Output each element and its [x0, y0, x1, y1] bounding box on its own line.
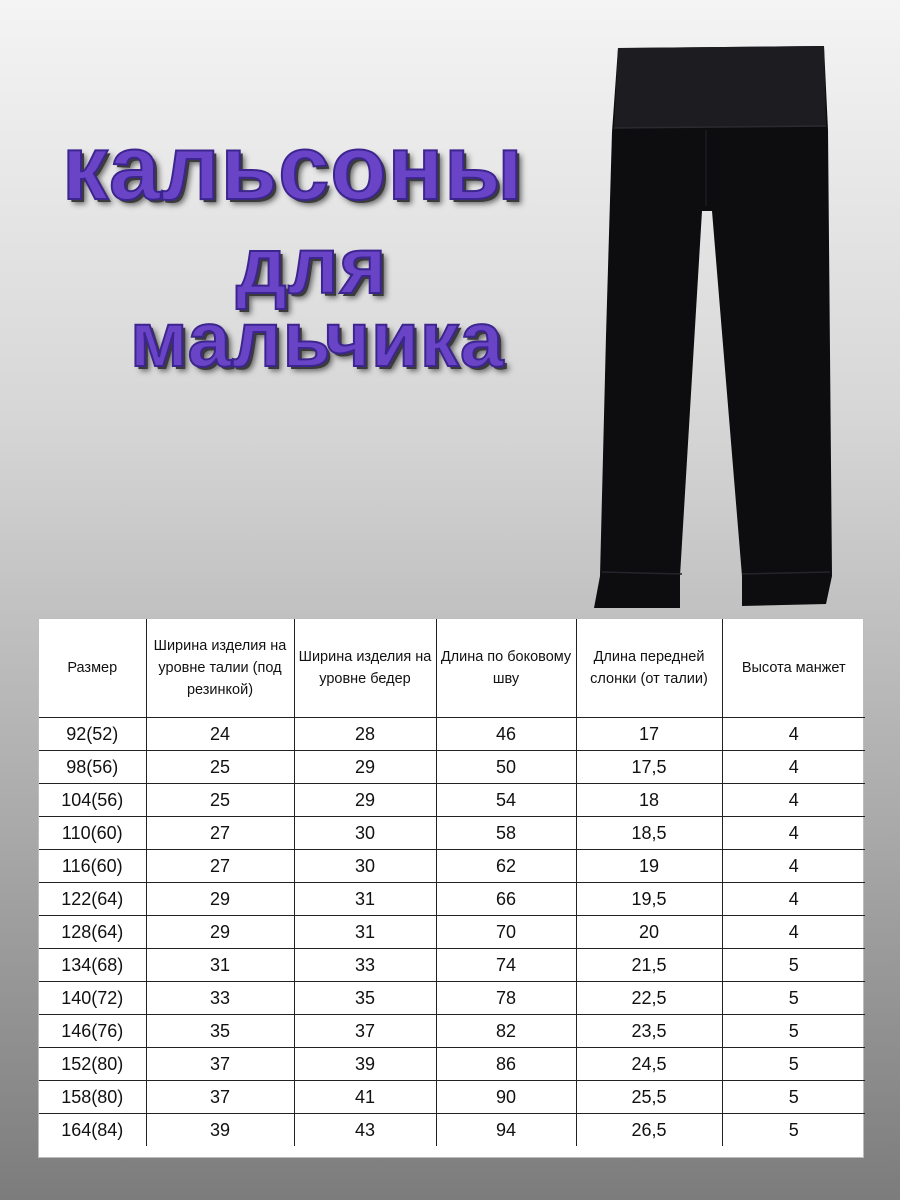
measurement-cell: 62 [436, 850, 576, 883]
measurement-cell: 4 [722, 817, 865, 850]
measurement-cell: 37 [146, 1081, 294, 1114]
pants-body [594, 46, 832, 608]
table-row [39, 850, 865, 883]
measurement-cell: 18 [576, 784, 722, 817]
header-hip-width: Ширина изделия на уровне бедер [294, 619, 436, 718]
measurement-cell: 54 [436, 784, 576, 817]
table-row [39, 1114, 865, 1147]
size-cell: 164(84) [39, 1114, 146, 1147]
measurement-cell: 58 [436, 817, 576, 850]
size-cell: 104(56) [39, 784, 146, 817]
measurement-cell: 29 [146, 916, 294, 949]
measurement-cell: 4 [722, 751, 865, 784]
title-line-2: для [236, 221, 388, 310]
measurement-cell: 4 [722, 718, 865, 751]
measurement-cell: 27 [146, 817, 294, 850]
measurement-cell: 86 [436, 1048, 576, 1081]
size-cell: 92(52) [39, 718, 146, 751]
measurement-cell: 26,5 [576, 1114, 722, 1147]
table-body [39, 718, 865, 1147]
measurement-cell: 4 [722, 883, 865, 916]
measurement-cell: 37 [146, 1048, 294, 1081]
measurement-cell: 21,5 [576, 949, 722, 982]
measurement-cell: 35 [294, 982, 436, 1015]
size-cell: 158(80) [39, 1081, 146, 1114]
measurement-cell: 5 [722, 1081, 865, 1114]
measurement-cell: 66 [436, 883, 576, 916]
measurement-cell: 5 [722, 982, 865, 1015]
title-line-1: кальсоны [62, 117, 524, 219]
size-cell: 98(56) [39, 751, 146, 784]
table-row [39, 751, 865, 784]
measurement-cell: 94 [436, 1114, 576, 1147]
measurement-cell: 39 [146, 1114, 294, 1147]
table-row [39, 916, 865, 949]
measurement-cell: 29 [146, 883, 294, 916]
measurement-cell: 22,5 [576, 982, 722, 1015]
measurement-cell: 18,5 [576, 817, 722, 850]
table-row [39, 1081, 865, 1114]
measurement-cell: 19,5 [576, 883, 722, 916]
size-cell: 110(60) [39, 817, 146, 850]
measurement-cell: 4 [722, 850, 865, 883]
measurement-cell: 41 [294, 1081, 436, 1114]
size-table-card [38, 618, 864, 1158]
measurement-cell: 19 [576, 850, 722, 883]
measurement-cell: 20 [576, 916, 722, 949]
measurement-cell: 78 [436, 982, 576, 1015]
measurement-cell: 31 [294, 883, 436, 916]
measurement-cell: 25 [146, 784, 294, 817]
header-waist-width: Ширина изделия на уровне талии (под резинкой) [146, 619, 294, 718]
table-row [39, 784, 865, 817]
size-cell: 134(68) [39, 949, 146, 982]
measurement-cell: 5 [722, 1114, 865, 1147]
measurement-cell: 27 [146, 850, 294, 883]
measurement-cell: 35 [146, 1015, 294, 1048]
measurement-cell: 23,5 [576, 1015, 722, 1048]
table-row [39, 718, 865, 751]
measurement-cell: 39 [294, 1048, 436, 1081]
size-cell: 152(80) [39, 1048, 146, 1081]
waistband [614, 46, 826, 128]
table-row [39, 982, 865, 1015]
size-cell: 116(60) [39, 850, 146, 883]
measurement-cell: 24 [146, 718, 294, 751]
header-size: Размер [39, 619, 146, 718]
measurement-cell: 70 [436, 916, 576, 949]
measurement-cell: 24,5 [576, 1048, 722, 1081]
size-cell: 140(72) [39, 982, 146, 1015]
measurement-cell: 31 [294, 916, 436, 949]
measurement-cell: 50 [436, 751, 576, 784]
size-cell: 122(64) [39, 883, 146, 916]
table-header-row [39, 619, 865, 718]
header-front-rise: Длина передней слонки (от талии) [576, 619, 722, 718]
measurement-cell: 43 [294, 1114, 436, 1147]
table-row [39, 817, 865, 850]
header-side-length: Длина по боковому шву [436, 619, 576, 718]
measurement-cell: 4 [722, 784, 865, 817]
measurement-cell: 17,5 [576, 751, 722, 784]
header-cuff-height: Высота манжет [722, 619, 865, 718]
measurement-cell: 5 [722, 949, 865, 982]
table-row [39, 949, 865, 982]
measurement-cell: 90 [436, 1081, 576, 1114]
measurement-cell: 46 [436, 718, 576, 751]
measurement-cell: 4 [722, 916, 865, 949]
measurement-cell: 33 [294, 949, 436, 982]
measurement-cell: 31 [146, 949, 294, 982]
measurement-cell: 29 [294, 784, 436, 817]
pants-image [592, 36, 832, 614]
measurement-cell: 5 [722, 1048, 865, 1081]
size-cell: 128(64) [39, 916, 146, 949]
measurement-cell: 29 [294, 751, 436, 784]
measurement-cell: 33 [146, 982, 294, 1015]
measurement-cell: 25 [146, 751, 294, 784]
table-row [39, 1048, 865, 1081]
table-row [39, 883, 865, 916]
size-cell: 146(76) [39, 1015, 146, 1048]
measurement-cell: 25,5 [576, 1081, 722, 1114]
measurement-cell: 82 [436, 1015, 576, 1048]
measurement-cell: 28 [294, 718, 436, 751]
table-row [39, 1015, 865, 1048]
measurement-cell: 17 [576, 718, 722, 751]
measurement-cell: 30 [294, 850, 436, 883]
measurement-cell: 5 [722, 1015, 865, 1048]
size-table [39, 619, 865, 1146]
title-line-3: мальчика [130, 295, 505, 383]
measurement-cell: 30 [294, 817, 436, 850]
measurement-cell: 74 [436, 949, 576, 982]
measurement-cell: 37 [294, 1015, 436, 1048]
